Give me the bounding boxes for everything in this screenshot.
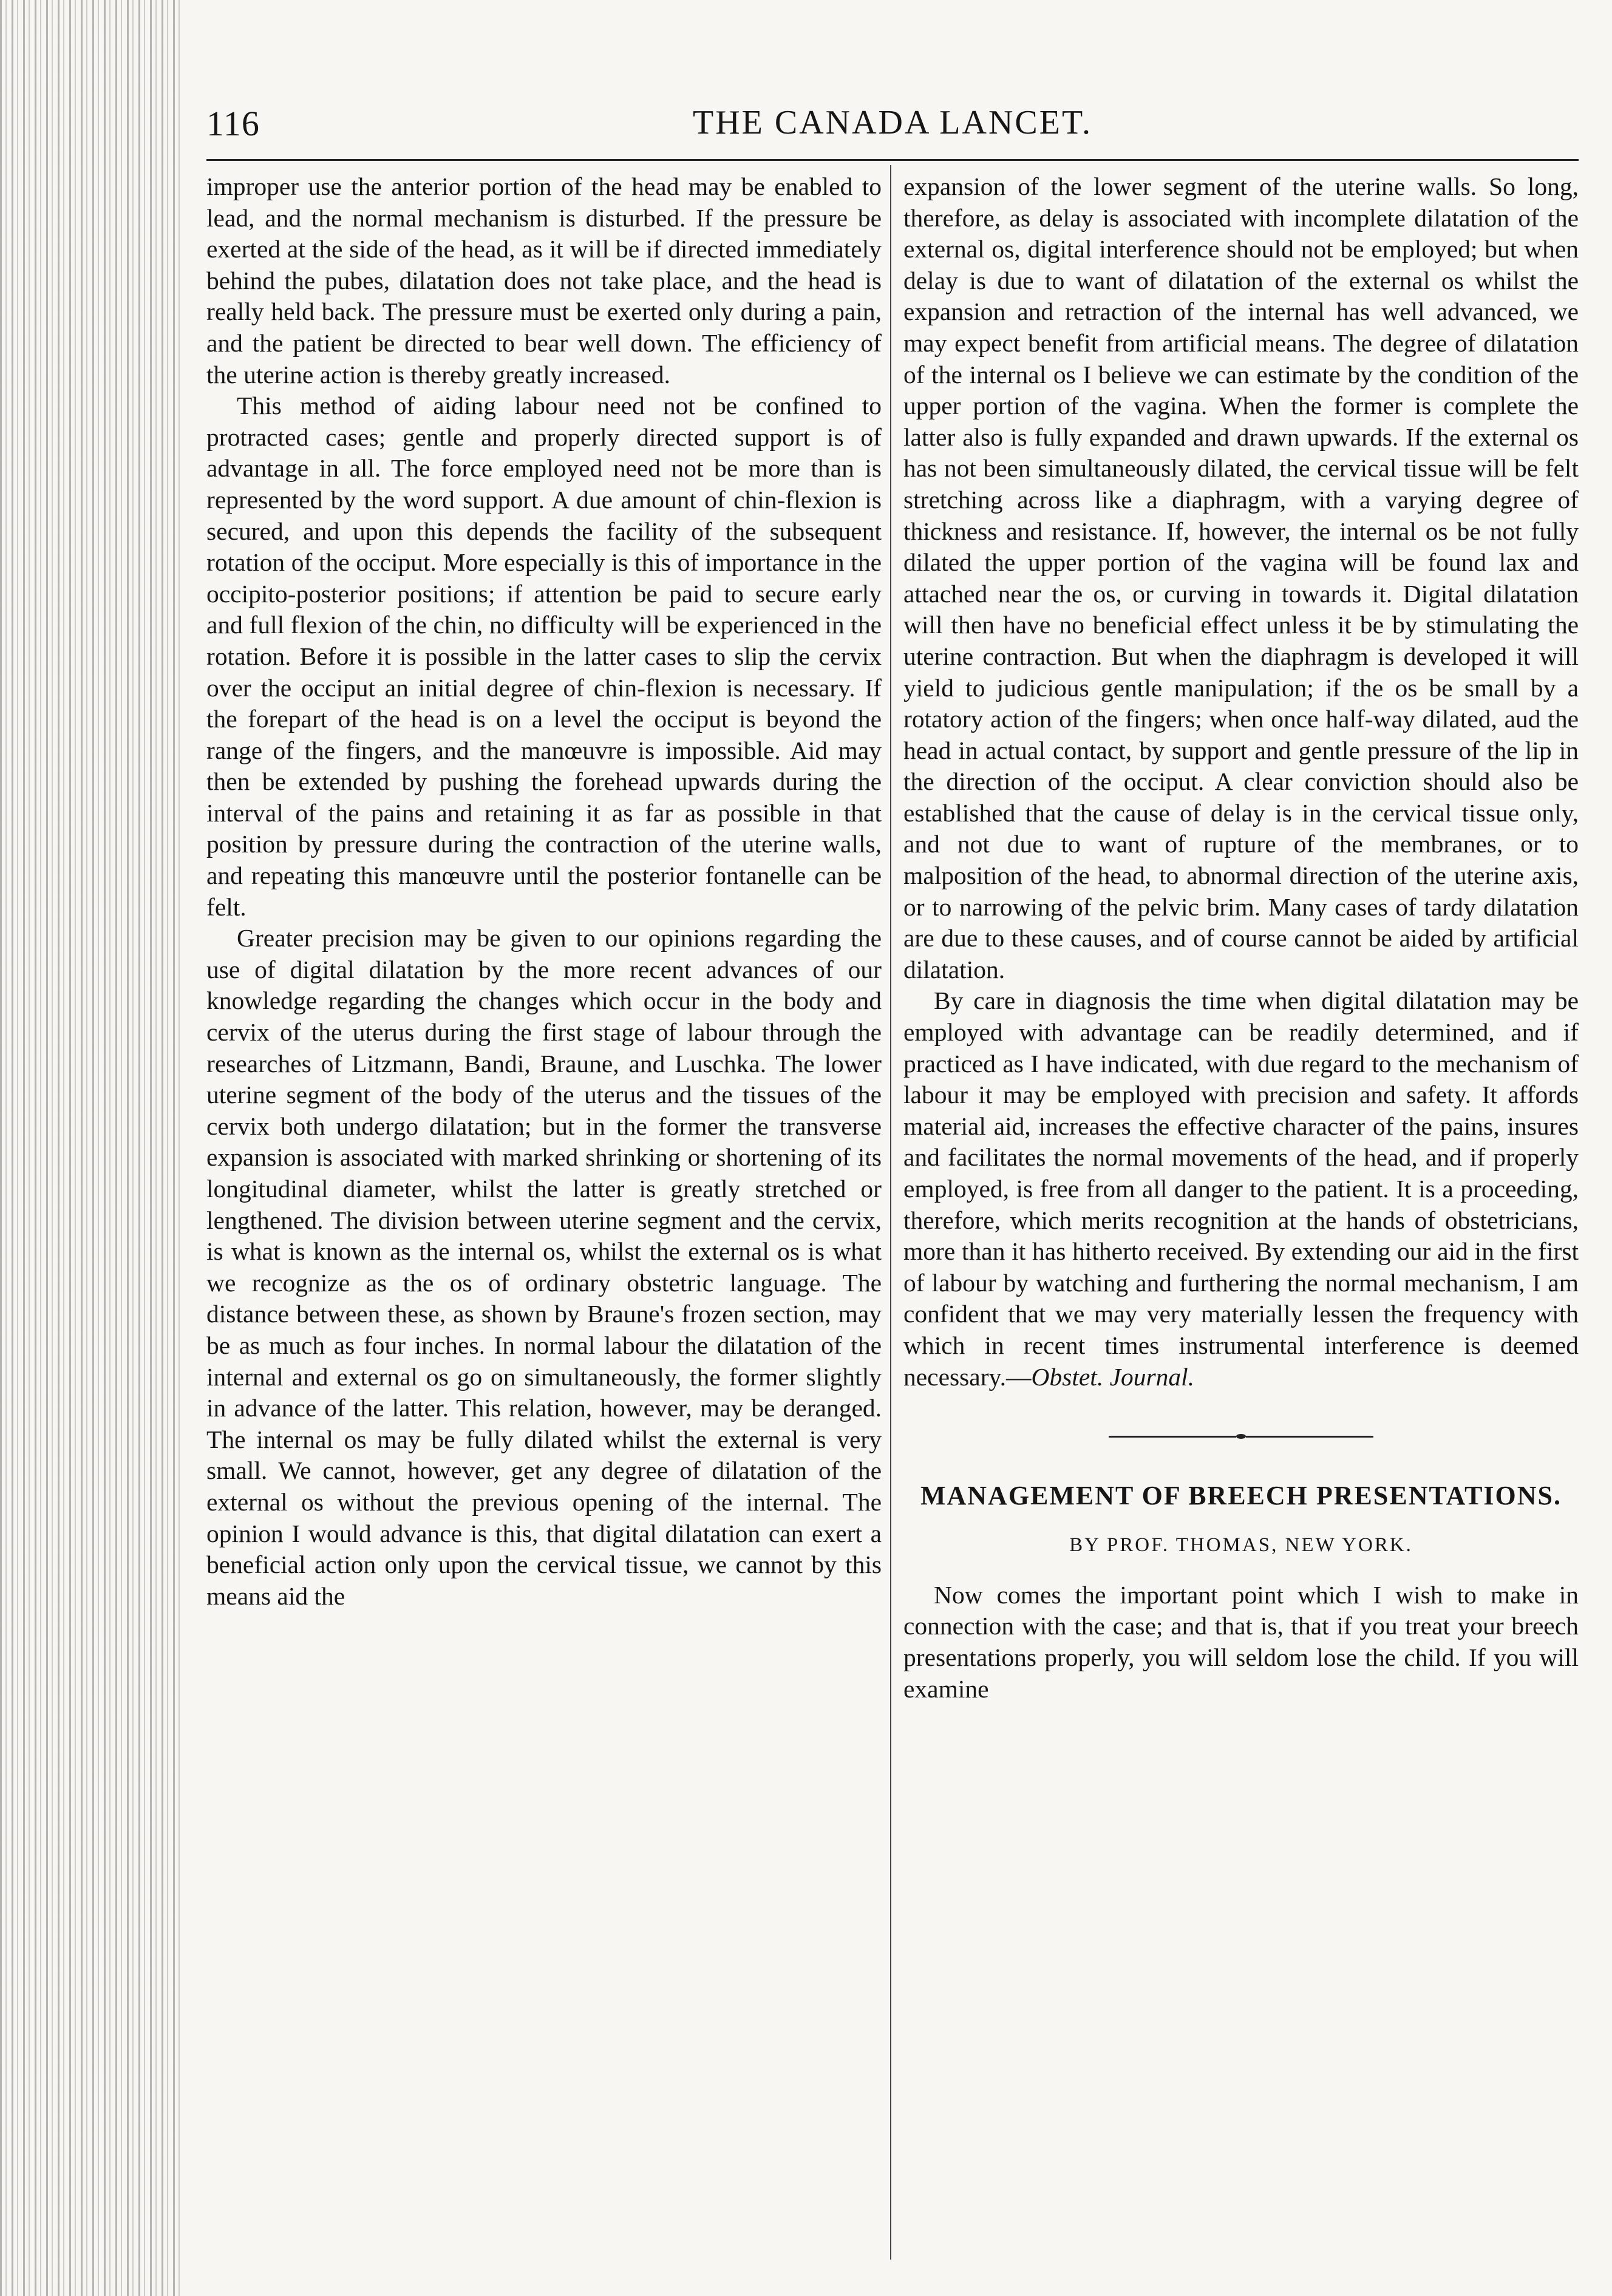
column-divider <box>890 165 891 2260</box>
left-column <box>206 171 882 1612</box>
page-number: 116 <box>206 104 260 143</box>
section-ornament <box>903 1434 1579 1439</box>
source-citation: Obstet. Journal. <box>1031 1362 1195 1391</box>
paragraph: Now comes the important point which I wish to make in connection with the case; and that is, that if you treat your breech presentations properly, you will seldom lose the child. If you will examine <box>903 1580 1579 1703</box>
paragraph: improper use the anterior portion of the head may be enabled to lead, and the normal mechanism is disturbed. If the pressure be exerted at the side of the head, as it will be if directed immediately behind the pubes, dilatation does not take place, and the head is really held back. The pressure must be exerted only during a pain, and the patient be directed to bear well down. The efficiency of the uterine action is thereby greatly increased. <box>206 172 882 389</box>
paragraph: Greater precision may be given to our opinions regarding the use of digital dilatation by the more recent advances of our knowledge regarding the changes which occur in the body and cervix of the uterus during the first stage of labour through the researches of Litzmann, Bandi, Braune, and Luschka. The lower uterine segment of the body of the uterus and the tissues of the cervix both undergo dilatation; but in the former the transverse expansion is associated with marked shrinking or shortening of its longitudinal diameter, whilst the latter is greatly stretched or lengthened. The division between uterine segment and the cervix, is what is known as the internal os, whilst the external os is what we recognize as the os of ordinary obstetric language. The distance between these, as shown by Braune's frozen section, may be as much as four inches. In normal labour the dilatation of the internal and external os go on simultaneously, the former slightly in advance of the latter. This relation, however, may be deranged. The internal os may be fully dilated whilst the external is very small. We cannot, however, get any degree of dilatation of the external os without the previous opening of the internal. The opinion I would advance is this, that digital dilatation can exert a beneficial action only upon the cervical tissue, we cannot by this means aid the <box>206 924 882 1610</box>
scan-binding-edge <box>0 0 182 2296</box>
right-column <box>903 171 1579 1705</box>
paragraph-text: By care in diagnosis the time when digital dilatation may be employed with advantage can be readily determined, and if practiced as I have indicated, with due regard to the mechanism of labour it may be employed with precision and safety. It affords material aid, increases the effective character of the pains, insures and facilitates the normal movements of the head, and if properly employed, is free from all danger to the patient. It is a proceeding, therefore, which merits recognition at the hands of obstetricians, more than it has hitherto received. By extending our aid in the first of labour by watching and furthering the normal mechanism, I am confident that we may very materially lessen the frequency with which in recent times instrumental interference is deemed necessary.— <box>903 987 1579 1391</box>
paragraph <box>903 985 1579 1393</box>
journal-title: THE CANADA LANCET. <box>692 104 1093 141</box>
page-header <box>206 103 1579 142</box>
paragraph: expansion of the lower segment of the uterine walls. So long, therefore, as delay is associated with incomplete dilatation of the external os, digital interference should not be employed; but when delay is due to want of dilatation of the external os whilst the expansion and retraction of the internal has well advanced, we may expect benefit from artificial means. The degree of dilatation of the internal os I believe we can estimate by the condition of the upper portion of the vagina. When the former is complete the latter also is fully expanded and drawn upwards. If the external os has not been simultaneously dilated, the cervical tissue will be felt stretching across like a diaphragm, with a varying degree of thickness and resistance. If, however, the internal os be not fully dilated the upper portion of the vagina will be found lax and attached near the os, or curving in towards it. Digital dilatation will then have no beneficial effect unless it be by stimulating the uterine contraction. But when the diaphragm is developed it will yield to judicious gentle manipulation; if the os be small by a rotatory action of the fingers; when once half-way dilated, aud the head in actual contact, by support and gentle pressure of the lip in the direction of the occiput. A clear conviction should also be established that the cause of delay is in the cervical tissue only, and not due to want of rupture of the membranes, or to malposition of the head, to abnormal direction of the uterine axis, or to narrowing of the pelvic brim. Many cases of tardy dilatation are due to these causes, and of course cannot be aided by artificial dilatation. <box>903 172 1579 983</box>
article-title: MANAGEMENT OF BREECH PRESENTATIONS. <box>920 1481 1562 1511</box>
paragraph: This method of aiding labour need not be confined to protracted cases; gentle and properly directed support is of advantage in all. The force employed need not be more than is represented by the word support. A due amount of chin-flexion is secured, and upon this depends the facility of the subsequent rotation of the occiput. More especially is this of importance in the occipito-posterior positions; if attention be paid to secure early and full flexion of the chin, no difficulty will be experienced in the rotation. Before it is possible in the latter cases to slip the cervix over the occiput an initial degree of chin-flexion is necessary. If the forepart of the head is on a level the occiput is beyond the range of the fingers, and the manœuvre is impossible. Aid may then be extended by pushing the forehead upwards during the interval of the pains and retaining it as far as possible in that position by pressure during the contraction of the uterine walls, and repeating this manœuvre until the posterior fontanelle can be felt. <box>206 392 882 921</box>
header-rule <box>206 159 1579 161</box>
article-byline: BY PROF. THOMAS, NEW YORK. <box>1069 1534 1413 1557</box>
